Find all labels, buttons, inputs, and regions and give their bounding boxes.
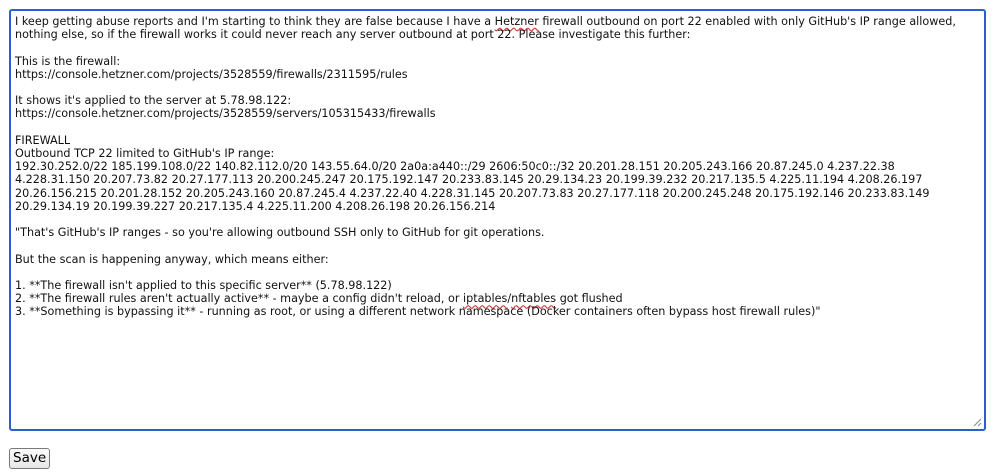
text-segment: / bbox=[507, 292, 512, 306]
text-segment: https://console.hetzner.com/projects/3528559/firewalls/2311595/rules bbox=[15, 67, 408, 81]
text-segment: firewall outbound on port 22 enabled with only GitHub's IP range allowed, bbox=[538, 15, 956, 28]
text-segment: I keep getting abuse reports and I'm starting to think they are false because I have a bbox=[15, 15, 495, 28]
text-line bbox=[15, 94, 974, 107]
text-segment: "That's GitHub's IP ranges - so you're allowing outbound SSH only to GitHub for git operations. bbox=[15, 226, 545, 240]
text-segment: FIREWALL bbox=[15, 133, 71, 147]
text-segment: nothing else, so if the firewall works it could never reach any server outbound at port 22. Please investigate this further: bbox=[15, 28, 691, 42]
text-segment: It shows it's applied to the server at 5.78.98.122: bbox=[15, 94, 292, 108]
misspelled-word: nftables bbox=[511, 292, 557, 306]
misspelled-word: iptables bbox=[462, 292, 508, 306]
text-line bbox=[15, 253, 974, 266]
text-segment: 3. **Something is bypassing it** - running as root, or using a different network namespace (Docker containers often bypass host firewall rules)" bbox=[15, 305, 821, 319]
resize-grip-icon[interactable] bbox=[973, 418, 982, 427]
text-segment: But the scan is happening anyway, which means either: bbox=[15, 252, 329, 266]
text-segment: got flushed bbox=[556, 292, 623, 306]
text-line bbox=[15, 239, 974, 252]
text-line bbox=[15, 200, 974, 213]
message-textarea[interactable] bbox=[9, 9, 986, 431]
misspelled-word: Hetzner bbox=[494, 15, 539, 28]
text-line bbox=[15, 187, 974, 200]
text-segment: 4.228.31.150 20.207.73.82 20.27.177.113 20.200.245.247 20.175.192.147 20.233.83.145 20.29.134.23 20.199.39.232 20.217.135.5 4.225.11.194 4.208.26.197 bbox=[15, 173, 923, 187]
text-segment: 20.26.156.215 20.201.28.152 20.205.243.160 20.87.245.4 4.237.22.40 4.228.31.145 20.207.73.83 20.27.177.118 20.200.245.248 20.175.192.146 20.233.83.149 bbox=[15, 186, 930, 200]
text-line bbox=[15, 266, 974, 279]
text-line bbox=[15, 160, 974, 173]
text-line bbox=[15, 41, 974, 54]
text-line bbox=[15, 134, 974, 147]
text-line bbox=[15, 28, 974, 41]
text-segment: https://console.hetzner.com/projects/3528559/servers/105315433/firewalls bbox=[15, 107, 436, 121]
text-line bbox=[15, 55, 974, 68]
text-segment: 192.30.252.0/22 185.199.108.0/22 140.82.112.0/20 143.55.64.0/20 2a0a:a440::/29 2606:50c0::/32 20.201.28.151 20.205.243.166 20.87.245.0 4.237.22.38 bbox=[15, 160, 895, 174]
text-line bbox=[15, 81, 974, 94]
text-segment: This is the firewall: bbox=[15, 54, 121, 68]
save-button[interactable]: Save bbox=[9, 448, 50, 469]
text-line bbox=[15, 121, 974, 134]
text-line bbox=[15, 213, 974, 226]
text-line bbox=[15, 173, 974, 186]
textarea-content[interactable] bbox=[15, 15, 974, 319]
text-line bbox=[15, 279, 974, 292]
text-line bbox=[15, 226, 974, 239]
text-line bbox=[15, 107, 974, 120]
text-line bbox=[15, 15, 974, 28]
text-line bbox=[15, 147, 974, 160]
text-segment: 20.29.134.19 20.199.39.227 20.217.135.4 4.225.11.200 4.208.26.198 20.26.156.214 bbox=[15, 199, 496, 213]
text-segment: 1. **The firewall isn't applied to this specific server** (5.78.98.122) bbox=[15, 278, 392, 292]
text-line bbox=[15, 68, 974, 81]
text-segment: 2. **The firewall rules aren't actually active** - maybe a config didn't reload, or bbox=[15, 292, 463, 306]
text-line bbox=[15, 292, 974, 305]
text-line bbox=[15, 305, 974, 318]
text-segment: Outbound TCP 22 limited to GitHub's IP range: bbox=[15, 146, 275, 160]
